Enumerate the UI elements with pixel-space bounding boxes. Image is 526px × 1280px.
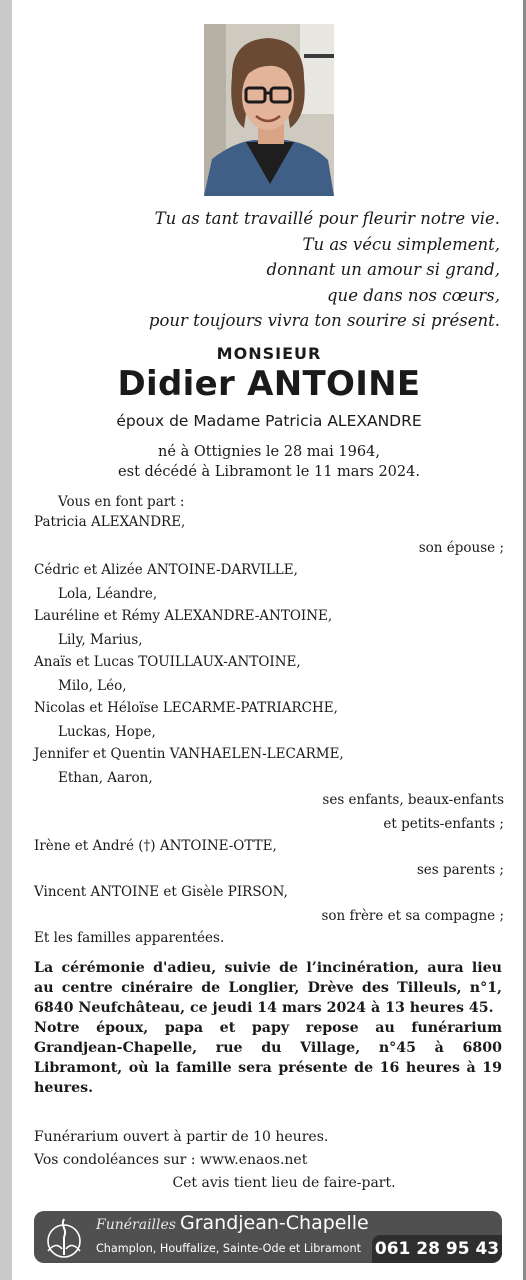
ceremony-text: La cérémonie d'adieu, suivie de l’incinération, aura lieu au centre cinéraire de Longlier, Drève des Tilleuls, n°1, 6840 Neufchâteau, ce jeudi 14 mars 2024 à 13 heures 45. xyxy=(34,960,502,1016)
condolences-line: Vos condoléances sur : www.enaos.net xyxy=(34,1152,308,1168)
family-line: Vous en font part : xyxy=(58,494,185,510)
honorific: MONSIEUR xyxy=(216,344,322,363)
rest-text: Notre époux, papa et papy repose au funérarium Grandjean-Chapelle, rue du Village, n°45 à 6800 Libramont, où la famille sera présente de 16 heures à 19 heures. xyxy=(34,1020,502,1096)
family-line: Lauréline et Rémy ALEXANDRE-ANTOINE, xyxy=(34,608,333,624)
family-line: Vincent ANTOINE et Gisèle PIRSON, xyxy=(34,884,288,900)
poem-line: Tu as tant travaillé pour fleurir notre vie. xyxy=(154,209,500,228)
funeral-home-banner xyxy=(34,1211,502,1263)
family-line: Anaïs et Lucas TOUILLAUX-ANTOINE, xyxy=(34,654,301,670)
family-line: Lily, Marius, xyxy=(58,632,143,648)
family-line: Milo, Léo, xyxy=(58,678,127,694)
footer-notes xyxy=(34,1126,504,1195)
family-line: son épouse ; xyxy=(418,540,504,556)
funerarium-hours: Funérarium ouvert à partir de 10 heures. xyxy=(34,1129,329,1145)
family-line: Ethan, Aaron, xyxy=(58,770,153,786)
family-line: Patricia ALEXANDRE, xyxy=(34,514,186,530)
deceased-name: Didier ANTOINE xyxy=(117,364,421,404)
brand-name: Grandjean-Chapelle xyxy=(180,1212,369,1234)
phone-number[interactable]: 061 28 95 43 xyxy=(372,1235,502,1263)
family-line: Lola, Léandre, xyxy=(58,586,158,602)
ceremony-block xyxy=(34,958,502,1098)
notice-line: Cet avis tient lieu de faire-part. xyxy=(172,1175,396,1191)
family-line: Cédric et Alizée ANTOINE-DARVILLE, xyxy=(34,562,298,578)
family-line: et petits-enfants ; xyxy=(383,816,504,832)
obituary-page xyxy=(12,0,526,1280)
death-line: est décédé à Libramont le 11 mars 2024. xyxy=(118,464,420,480)
poem-line: Tu as vécu simplement, xyxy=(302,234,500,254)
family-line: Nicolas et Héloïse LECARME-PATRIARCHE, xyxy=(34,700,338,716)
poem-line: pour toujours vivra ton sourire si présent. xyxy=(148,311,500,330)
family-line: Et les familles apparentées. xyxy=(34,930,225,946)
funerailles-word: Funérailles xyxy=(96,1217,176,1233)
family-line: Irène et André (†) ANTOINE-OTTE, xyxy=(34,838,277,854)
family-line: Luckas, Hope, xyxy=(58,724,156,740)
family-line: Jennifer et Quentin VANHAELEN-LECARME, xyxy=(34,746,344,762)
family-line: ses enfants, beaux-enfants xyxy=(322,792,504,808)
portrait-photo xyxy=(204,24,334,196)
portrait-illustration xyxy=(204,24,334,196)
locations-line: Champlon, Houffalize, Sainte-Ode et Libramont xyxy=(96,1242,361,1255)
family-line: ses parents ; xyxy=(416,862,504,878)
birth-death xyxy=(12,442,526,482)
family-line: son frère et sa compagne ; xyxy=(321,908,504,924)
spouse-line: époux de Madame Patricia ALEXANDRE xyxy=(116,412,422,430)
poem-line: que dans nos cœurs, xyxy=(327,285,500,305)
poem xyxy=(80,206,500,334)
birth-line: né à Ottignies le 28 mai 1964, xyxy=(158,444,380,460)
funeral-home-logo-icon xyxy=(40,1215,88,1259)
poem-line: donnant un amour si grand, xyxy=(266,260,500,279)
